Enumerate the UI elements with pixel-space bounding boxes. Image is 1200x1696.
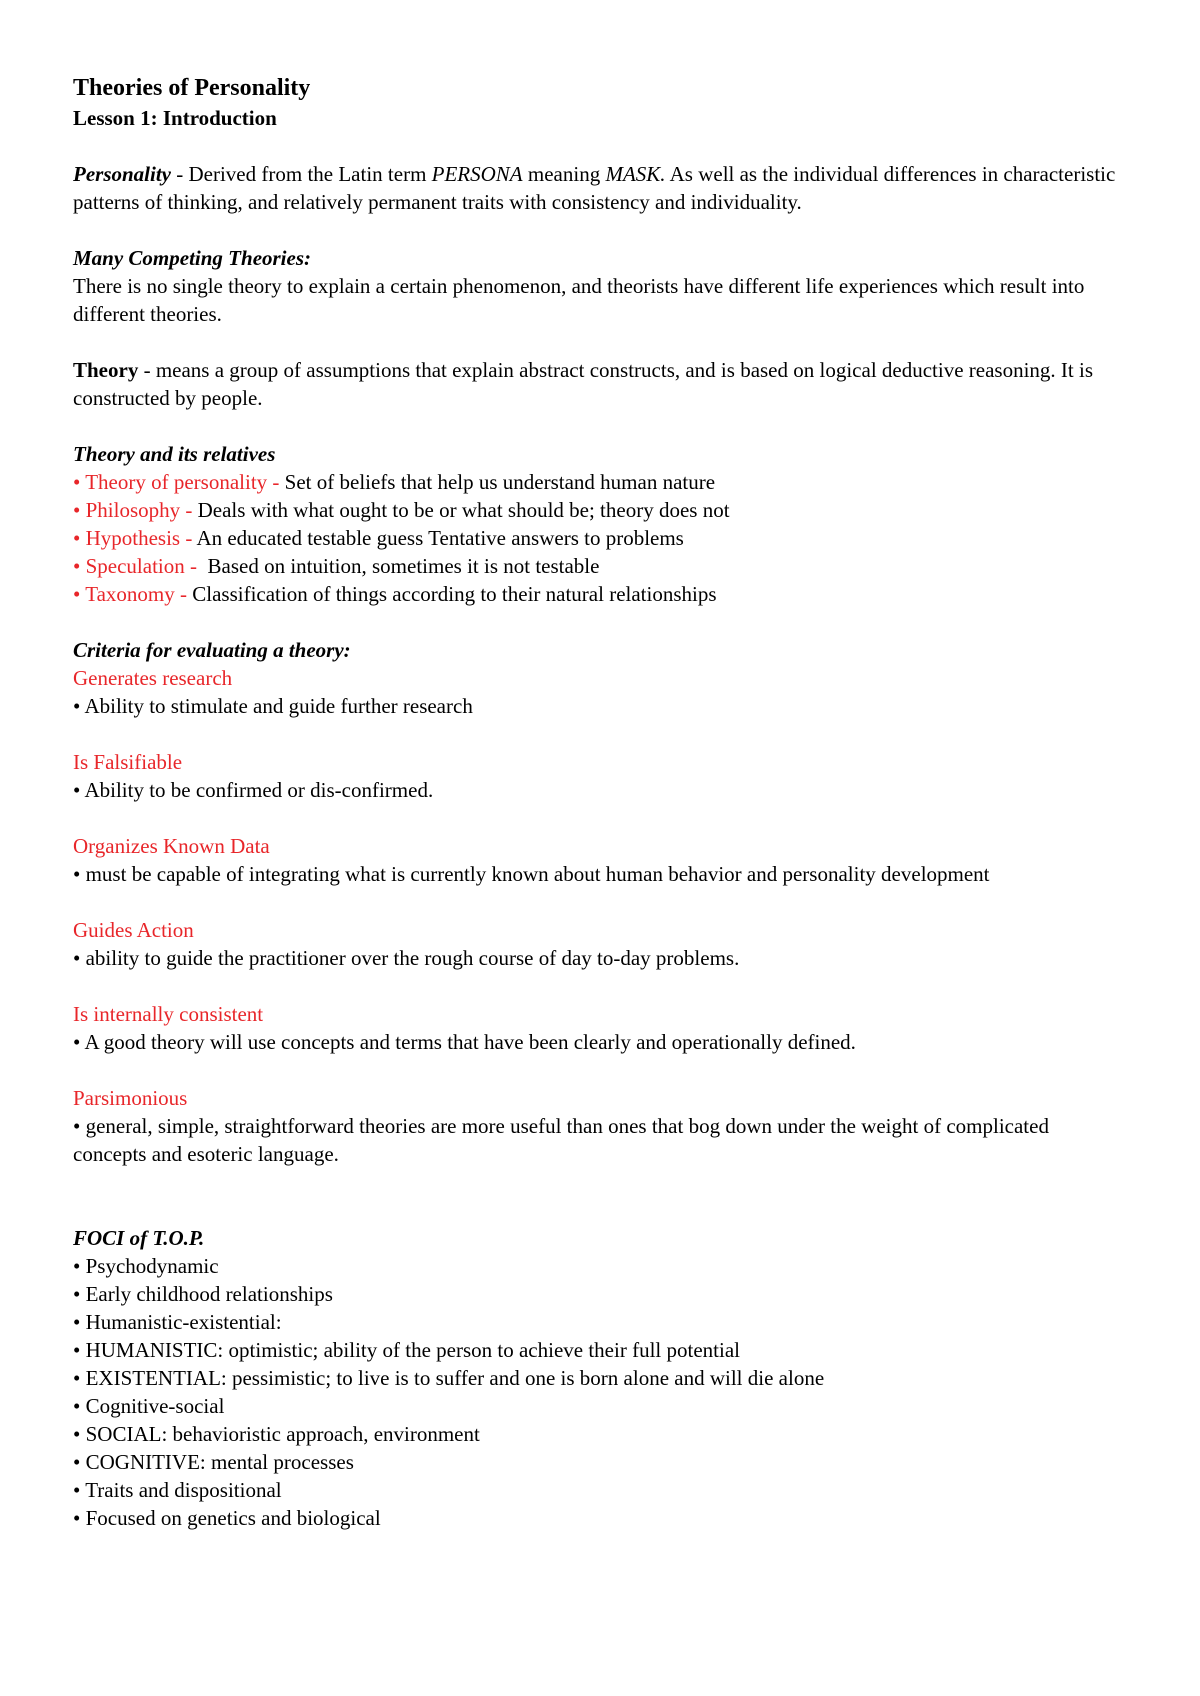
- criterion-desc: • general, simple, straightforward theories are more useful than ones that bog down under the weight of complicated concepts and esoteric language.: [73, 1114, 1049, 1166]
- criterion-name: Generates research: [73, 666, 233, 690]
- criterion-name: Organizes Known Data: [73, 834, 270, 858]
- relatives-heading: Theory and its relatives: [73, 442, 276, 466]
- list-item: • Early childhood relationships: [73, 1282, 333, 1306]
- theory-term: Theory: [73, 358, 139, 382]
- list-item: • Theory of personality - Set of beliefs that help us understand human nature: [73, 470, 716, 494]
- doc-subtitle: Lesson 1: Introduction: [73, 106, 277, 130]
- criterion-name: Is Falsifiable: [73, 750, 183, 774]
- list-item: • Cognitive-social: [73, 1394, 225, 1418]
- list-item: • Psychodynamic: [73, 1254, 219, 1278]
- criteria-heading: Criteria for evaluating a theory:: [73, 638, 351, 662]
- personality-definition: Personality - Derived from the Latin term PERSONA meaning MASK. As well as the individual differences in characteristic patterns of thinking, and relatively permanent traits with consistency and individuality.: [73, 162, 1116, 214]
- list-item: • Traits and dispositional: [73, 1478, 282, 1502]
- criterion-name: Parsimonious: [73, 1086, 188, 1110]
- list-item: • Hypothesis - An educated testable guess Tentative answers to problems: [73, 526, 684, 550]
- list-item: • EXISTENTIAL: pessimistic; to live is to suffer and one is born alone and will die alone: [73, 1366, 825, 1390]
- criterion-desc: • Ability to be confirmed or dis-confirmed.: [73, 778, 434, 802]
- theory-definition: Theory - means a group of assumptions that explain abstract constructs, and is based on logical deductive reasoning. It is constructed by people.: [73, 358, 1094, 410]
- list-item: • Taxonomy - Classification of things according to their natural relationships: [73, 582, 717, 606]
- relatives-list: [73, 468, 1120, 608]
- list-item: • HUMANISTIC: optimistic; ability of the person to achieve their full potential: [73, 1338, 740, 1362]
- personality-term: Personality: [73, 162, 171, 186]
- competing-text: There is no single theory to explain a certain phenomenon, and theorists have different life experiences which result into different theories.: [73, 274, 1085, 326]
- criterion-desc: • ability to guide the practitioner over the rough course of day to-day problems.: [73, 946, 740, 970]
- foci-heading: FOCI of T.O.P.: [73, 1226, 205, 1250]
- persona-term: PERSONA: [431, 162, 523, 186]
- criterion-name: Guides Action: [73, 918, 194, 942]
- mask-term: MASK.: [605, 162, 666, 186]
- list-item: • Philosophy - Deals with what ought to be or what should be; theory does not: [73, 498, 730, 522]
- list-item: • Focused on genetics and biological: [73, 1506, 381, 1530]
- list-item: • COGNITIVE: mental processes: [73, 1450, 354, 1474]
- criterion-desc: • must be capable of integrating what is currently known about human behavior and personality development: [73, 862, 990, 886]
- list-item: • Speculation - Based on intuition, sometimes it is not testable: [73, 554, 600, 578]
- criterion-name: Is internally consistent: [73, 1002, 264, 1026]
- criterion-desc: • A good theory will use concepts and terms that have been clearly and operationally defined.: [73, 1030, 856, 1054]
- foci-list: [73, 1252, 1120, 1532]
- list-item: • SOCIAL: behavioristic approach, environment: [73, 1422, 480, 1446]
- doc-title: Theories of Personality: [73, 75, 311, 101]
- criterion-desc: • Ability to stimulate and guide further research: [73, 694, 473, 718]
- list-item: • Humanistic-existential:: [73, 1310, 282, 1334]
- competing-heading: Many Competing Theories:: [73, 246, 312, 270]
